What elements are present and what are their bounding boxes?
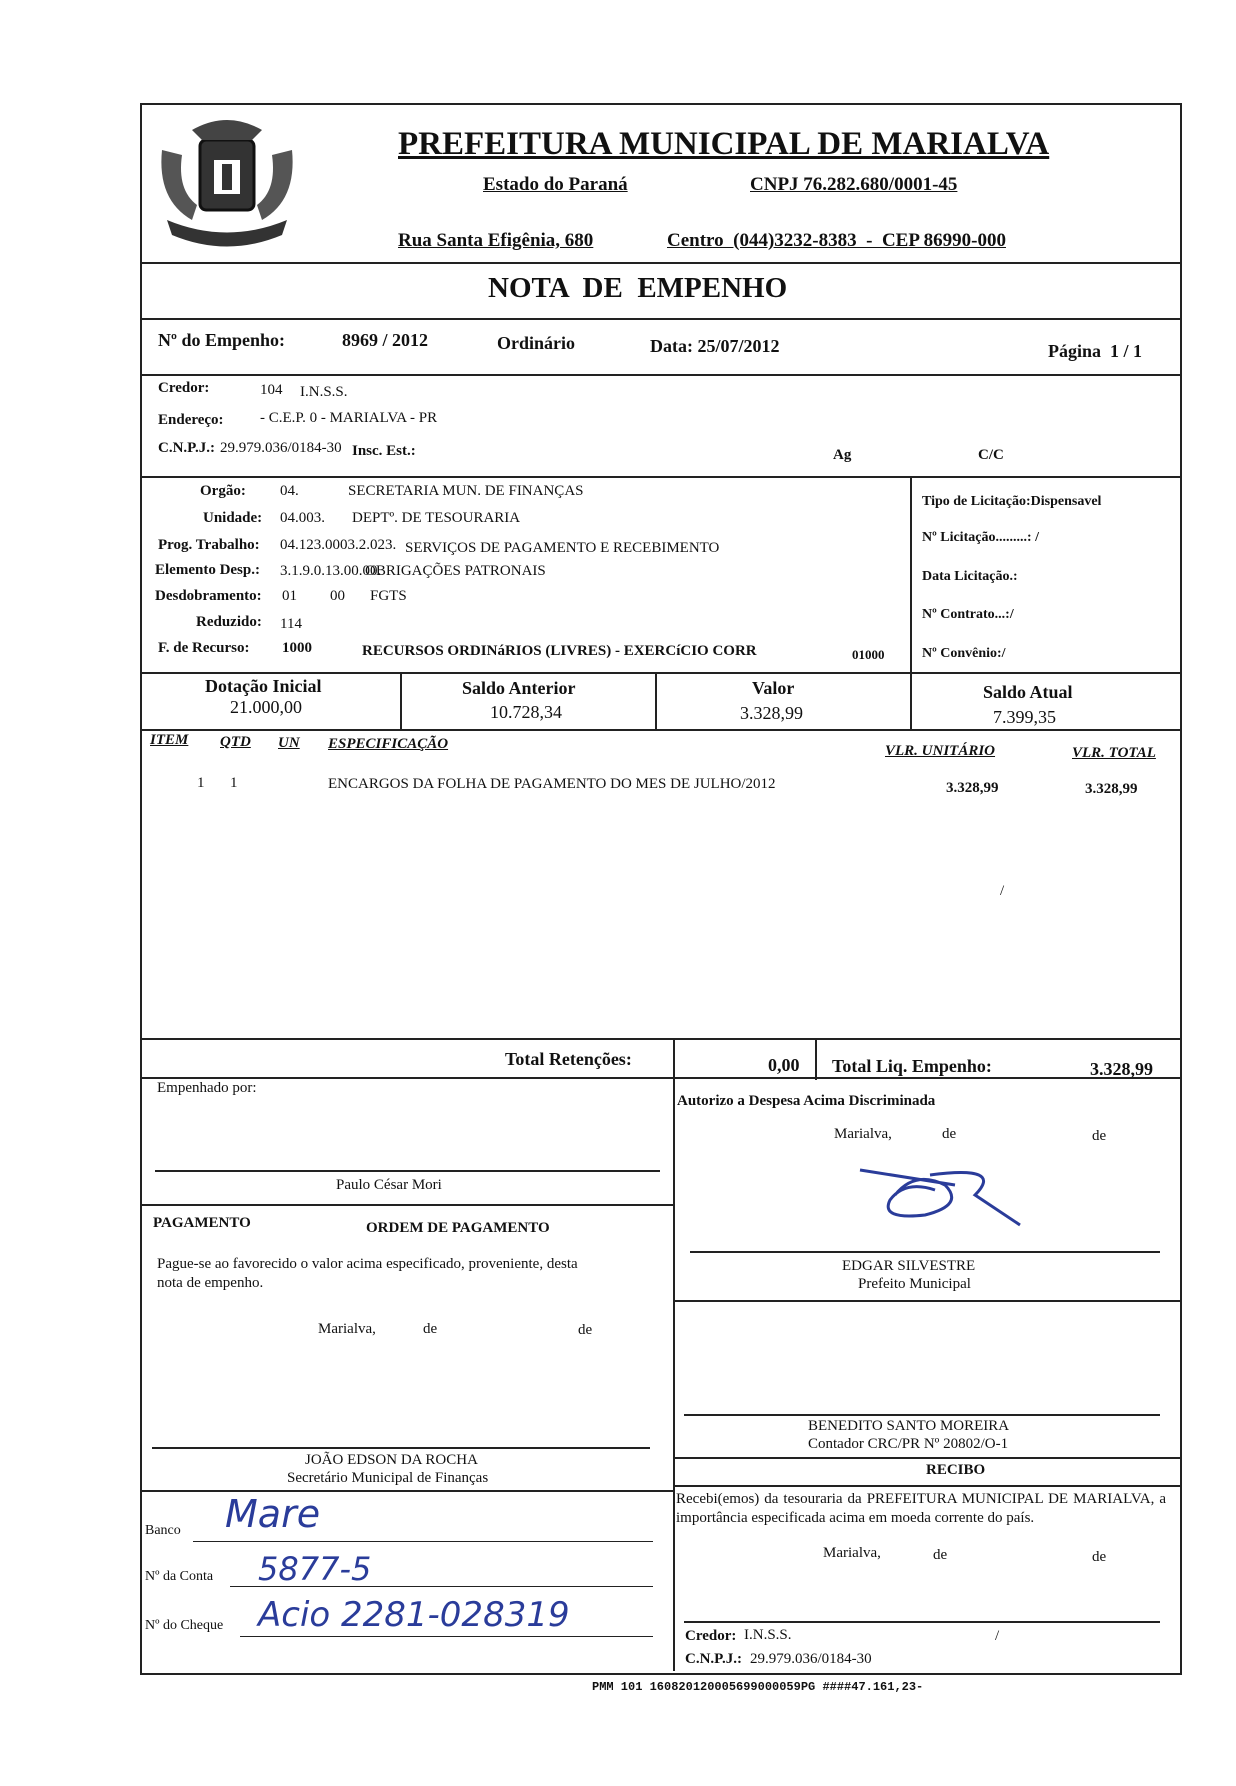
- cnpj-label: C.N.P.J.:: [158, 440, 215, 456]
- credor-code: 104: [260, 382, 283, 398]
- cc-label: C/C: [978, 447, 1004, 463]
- fonte-recurso-number: 01000: [852, 647, 885, 662]
- footer-print-code: PMM 101 160820120005699000059PG ####47.161,23-: [592, 1680, 924, 1694]
- item-qtd: 1: [230, 775, 238, 791]
- col-header-vlr-total: VLR. TOTAL: [1072, 745, 1156, 761]
- prefeito-signature: [855, 1165, 1025, 1230]
- cheque-label: Nº do Cheque: [145, 1618, 224, 1633]
- numero-convenio: Nº Convênio:/: [922, 646, 1006, 661]
- municipality-title: PREFEITURA MUNICIPAL DE MARIALVA: [398, 126, 1050, 162]
- secretario-name: JOÃO EDSON DA ROCHA: [305, 1452, 478, 1468]
- document-title: NOTA DE EMPENHO: [488, 272, 788, 304]
- page-number: Página 1 / 1: [1048, 341, 1143, 361]
- street-address: Rua Santa Efigênia, 680: [398, 230, 594, 251]
- orgao-label: Orgão:: [200, 483, 246, 499]
- total-liq-empenho-label: Total Liq. Empenho:: [832, 1056, 992, 1076]
- recibo-cnpj-value: 29.979.036/0184-30: [750, 1651, 872, 1667]
- saldo-anterior-label: Saldo Anterior: [462, 678, 576, 698]
- empenho-number: 8969 / 2012: [342, 330, 429, 350]
- conta-label: Nº da Conta: [145, 1569, 214, 1584]
- check-mark: /: [1000, 883, 1005, 899]
- address-label: Endereço:: [158, 412, 224, 428]
- autorizo-despesa: Autorizo a Despesa Acima Discriminada: [677, 1093, 936, 1109]
- ordem-pagamento-heading: ORDEM DE PAGAMENTO: [366, 1220, 550, 1236]
- elemento-desp-label: Elemento Desp.:: [155, 562, 260, 578]
- recibo-credor-value: I.N.S.S.: [744, 1627, 792, 1643]
- valor-value: 3.328,99: [740, 703, 803, 723]
- recibo-text: Recebi(emos) da tesouraria da PREFEITURA MUNICIPAL DE MARIALVA, a importância especificada acima em moeda corrente do país.: [676, 1491, 1166, 1526]
- conta-value: 5877-5: [258, 1550, 372, 1588]
- cheque-value: Acio 2281-028319: [258, 1595, 570, 1635]
- empenho-date: Data: 25/07/2012: [650, 336, 780, 356]
- orgao-name: SECRETARIA MUN. DE FINANÇAS: [348, 483, 584, 499]
- total-retencoes-label: Total Retenções:: [505, 1049, 632, 1069]
- unidade-label: Unidade:: [203, 510, 263, 526]
- pagamento-de-2: de: [578, 1322, 593, 1338]
- desdobramento-label: Desdobramento:: [155, 588, 262, 604]
- recibo-cnpj-label: C.N.P.J.:: [685, 1651, 742, 1667]
- pagamento-city: Marialva,: [318, 1321, 376, 1337]
- elemento-desp-code: 3.1.9.0.13.00.00.: [280, 563, 382, 579]
- recibo-city: Marialva,: [823, 1545, 881, 1561]
- saldo-atual-label: Saldo Atual: [983, 682, 1073, 702]
- desdobramento-name: FGTS: [370, 588, 407, 604]
- empenho-number-label: Nº do Empenho:: [158, 330, 285, 350]
- prog-trabalho-code: 04.123.0003.2.023.: [280, 537, 397, 553]
- prefeito-name: EDGAR SILVESTRE: [842, 1258, 976, 1274]
- credor-label: Credor:: [158, 380, 210, 396]
- numero-licitacao: Nº Licitação.........: /: [922, 530, 1039, 545]
- recibo-credor-label: Credor:: [685, 1628, 737, 1644]
- credor-cnpj: 29.979.036/0184-30: [220, 440, 342, 456]
- valor-label: Valor: [752, 678, 795, 698]
- prog-trabalho-name: SERVIÇOS DE PAGAMENTO E RECEBIMENTO: [405, 540, 720, 556]
- total-retencoes-value: 0,00: [768, 1055, 800, 1075]
- pagamento-de-1: de: [423, 1321, 438, 1337]
- col-header-un: UN: [278, 735, 300, 751]
- desdobramento-b: 00: [330, 588, 345, 604]
- address-contact: Centro (044)3232-8383 - CEP 86990-000: [667, 230, 1006, 251]
- saldo-atual-value: 7.399,35: [993, 707, 1056, 727]
- recibo-de-2: de: [1092, 1549, 1107, 1565]
- credor-address: - C.E.P. 0 - MARIALVA - PR: [260, 410, 438, 426]
- autorizo-city: Marialva,: [834, 1126, 892, 1142]
- credor-name: I.N.S.S.: [300, 384, 348, 400]
- item-unit-value: 3.328,99: [946, 780, 999, 796]
- contador-name: BENEDITO SANTO MOREIRA: [808, 1418, 1010, 1434]
- dotacao-inicial-label: Dotação Inicial: [205, 676, 322, 696]
- empenhado-por-name: Paulo César Mori: [336, 1177, 442, 1193]
- numero-contrato: Nº Contrato...:/: [922, 607, 1014, 622]
- unidade-name: DEPTº. DE TESOURARIA: [352, 510, 521, 526]
- reduzido-value: 114: [280, 616, 302, 632]
- fonte-recurso-label: F. de Recurso:: [158, 640, 250, 656]
- recibo-heading: RECIBO: [926, 1462, 986, 1478]
- autorizo-de-1: de: [942, 1126, 957, 1142]
- saldo-anterior-value: 10.728,34: [490, 702, 562, 722]
- col-header-qtd: QTD: [220, 734, 251, 750]
- unidade-code: 04.003.: [280, 510, 325, 526]
- banco-value: Mare: [225, 1492, 321, 1536]
- item-number: 1: [197, 775, 205, 791]
- pague-se-text-line2: nota de empenho.: [157, 1275, 264, 1291]
- empenhado-por-label: Empenhado por:: [157, 1080, 257, 1096]
- reduzido-label: Reduzido:: [196, 614, 262, 630]
- pague-se-text-line1: Pague-se ao favorecido o valor acima especificado, proveniente, desta: [157, 1256, 578, 1272]
- municipal-cnpj: CNPJ 76.282.680/0001-45: [750, 174, 958, 195]
- data-licitacao: Data Licitação.:: [922, 569, 1018, 584]
- tipo-licitacao: Tipo de Licitação:Dispensavel: [922, 494, 1102, 509]
- insc-est-label: Insc. Est.:: [352, 443, 416, 459]
- prog-trabalho-label: Prog. Trabalho:: [158, 537, 260, 553]
- item-spec: ENCARGOS DA FOLHA DE PAGAMENTO DO MES DE JULHO/2012: [328, 776, 776, 792]
- prefeito-role: Prefeito Municipal: [858, 1276, 971, 1292]
- recibo-de-1: de: [933, 1547, 948, 1563]
- desdobramento-a: 01: [282, 588, 297, 604]
- orgao-code: 04.: [280, 483, 299, 499]
- col-header-vlr-unitario: VLR. UNITÁRIO: [885, 743, 996, 759]
- secretario-role: Secretário Municipal de Finanças: [287, 1470, 489, 1486]
- pagamento-heading: PAGAMENTO: [153, 1215, 251, 1231]
- contador-role: Contador CRC/PR Nº 20802/O-1: [808, 1436, 1009, 1452]
- check-mark: /: [995, 1628, 1000, 1644]
- elemento-desp-name: OBRIGAÇÕES PATRONAIS: [365, 563, 546, 579]
- fonte-recurso-code: 1000: [282, 640, 312, 656]
- empenho-type: Ordinário: [497, 333, 576, 353]
- state-name: Estado do Paraná: [483, 174, 628, 195]
- banco-label: Banco: [145, 1523, 181, 1538]
- municipal-coat-of-arms-logo: [152, 110, 302, 260]
- col-header-item: ITEM: [150, 732, 189, 748]
- ag-label: Ag: [833, 447, 852, 463]
- dotacao-inicial-value: 21.000,00: [230, 697, 302, 717]
- autorizo-de-2: de: [1092, 1128, 1107, 1144]
- item-total-value: 3.328,99: [1085, 781, 1138, 797]
- fonte-recurso-name: RECURSOS ORDINáRIOS (LIVRES) - EXERCíCIO CORR: [362, 643, 757, 659]
- total-liq-empenho-value: 3.328,99: [1090, 1059, 1153, 1079]
- col-header-especificacao: ESPECIFICAÇÃO: [328, 736, 449, 752]
